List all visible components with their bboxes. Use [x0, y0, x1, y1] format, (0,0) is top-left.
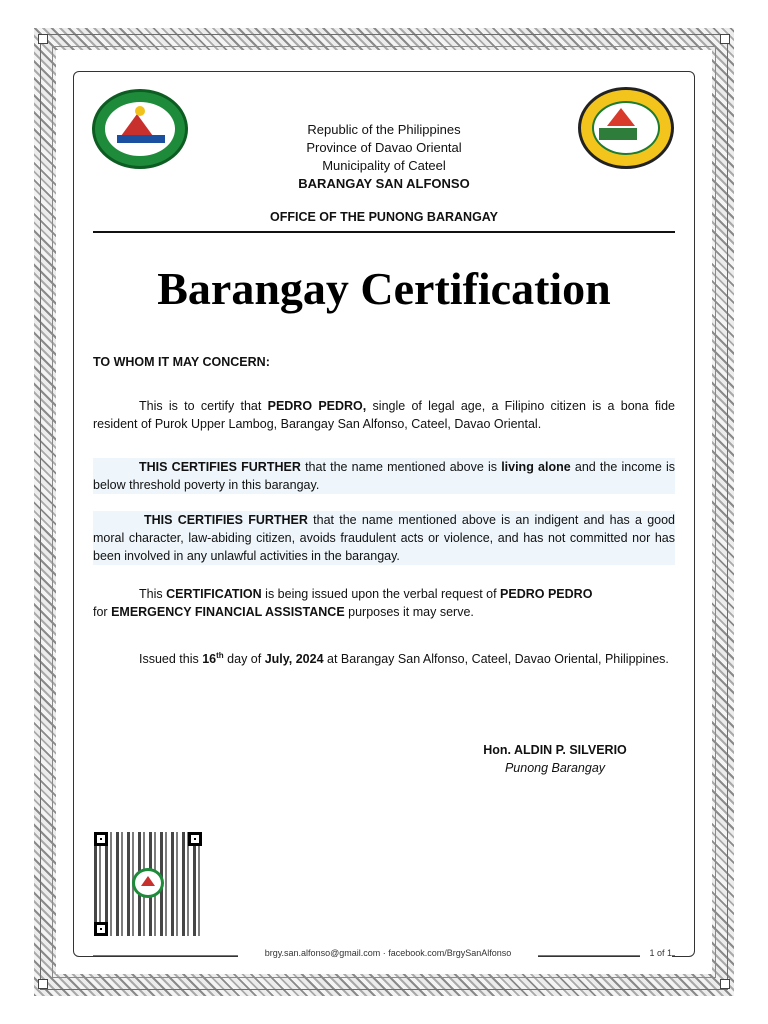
qr-code	[94, 832, 202, 936]
barangay-seal-logo	[92, 89, 188, 169]
header-divider	[93, 231, 675, 233]
document-title: Barangay Certification	[157, 263, 611, 314]
footer-contact: brgy.san.alfonso@gmail.com · facebook.com/BrgySanAlfonso	[238, 948, 538, 958]
paragraph-indigent-character: THIS CERTIFIES FURTHER that the name mentioned above is an indigent and has a good moral character, law-abiding citizen, avoids fraudulent acts or violence, and has not committed nor has been involved in any unlawful activities in the barangay.	[93, 513, 675, 563]
signatory-name: Hon. ALDIN P. SILVERIO	[483, 743, 627, 757]
paragraph-purpose: This CERTIFICATION is being issued upon the verbal request of PEDRO PEDRO for EMERGENCY FINANCIAL ASSISTANCE purposes it may serve.	[93, 587, 593, 619]
corner-ornament	[38, 979, 48, 989]
qr-center-logo	[132, 868, 164, 898]
header-barangay: BARANGAY SAN ALFONSO	[298, 176, 470, 191]
signatory-position: Punong Barangay	[504, 761, 606, 775]
header-republic: Republic of the Philippines	[307, 122, 461, 137]
subject-name: PEDRO PEDRO,	[267, 399, 367, 413]
paragraph-certify-residency: This is to certify that PEDRO PEDRO, single of legal age, a Filipino citizen is a bona fide resident of Purok Upper Lambog, Barangay San Alfonso, Cateel, Davao Oriental.	[93, 399, 675, 431]
paragraph-issued-date: Issued this 16th day of July, 2024 at Barangay San Alfonso, Cateel, Davao Oriental, Philippines.	[139, 651, 669, 667]
signatory-block	[470, 741, 640, 777]
header-province: Province of Davao Oriental	[306, 140, 462, 155]
municipality-seal-logo	[578, 87, 674, 169]
corner-ornament	[38, 34, 48, 44]
corner-ornament	[720, 979, 730, 989]
header-municipality: Municipality of Cateel	[322, 158, 446, 173]
paragraph-living-alone: THIS CERTIFIES FURTHER that the name mentioned above is living alone and the income is below threshold poverty in this barangay.	[93, 460, 676, 492]
page-number: 1 of 1	[640, 948, 672, 958]
salutation: TO WHOM IT MAY CONCERN:	[93, 355, 270, 369]
office-heading: OFFICE OF THE PUNONG BARANGAY	[269, 210, 499, 224]
corner-ornament	[720, 34, 730, 44]
